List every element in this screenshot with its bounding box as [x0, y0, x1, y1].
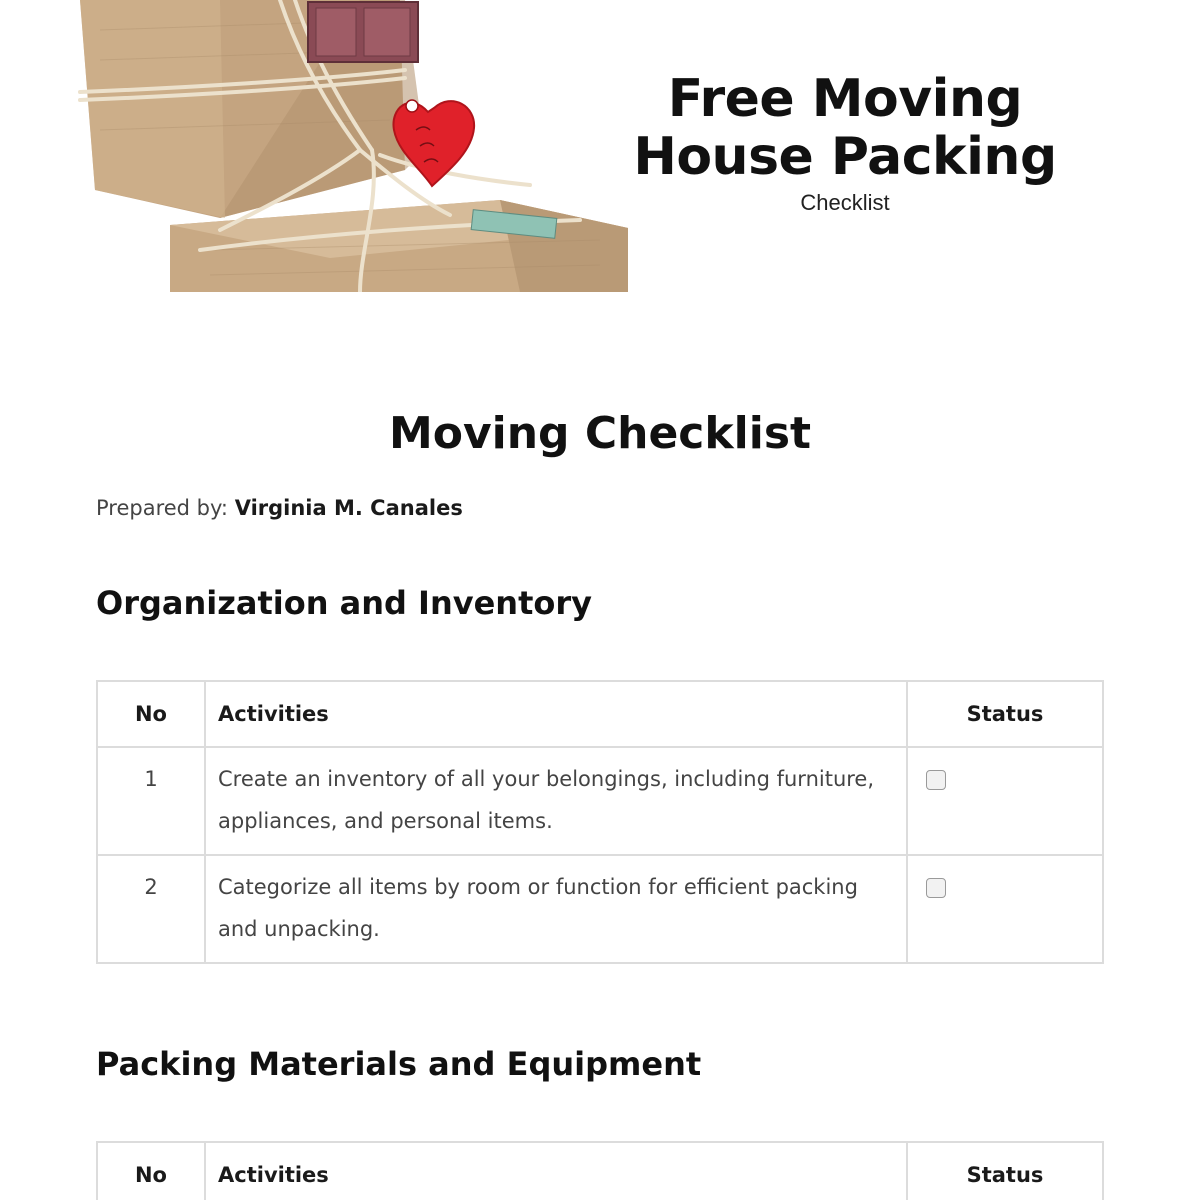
prepared-by-label: Prepared by:	[96, 496, 228, 520]
table-header-row	[97, 681, 1103, 747]
organization-checklist-table	[96, 680, 1104, 964]
gift-boxes-image	[60, 0, 640, 292]
column-header-activities: Activities	[205, 681, 907, 747]
row-number: 1	[97, 747, 205, 855]
banner-title	[600, 70, 1090, 186]
section-heading-organization: Organization and Inventory	[96, 584, 592, 622]
column-header-no: No	[97, 681, 205, 747]
column-header-status: Status	[907, 1142, 1103, 1200]
row-activity: Categorize all items by room or function for efficient packing and unpacking.	[205, 855, 907, 963]
banner-title-line2: House Packing	[633, 127, 1057, 187]
prepared-by-name: Virginia M. Canales	[234, 496, 463, 520]
prepared-by	[96, 496, 463, 520]
row-number: 2	[97, 855, 205, 963]
packing-materials-checklist-table	[96, 1141, 1104, 1200]
column-header-status: Status	[907, 681, 1103, 747]
banner-title-line1: Free Moving	[667, 69, 1023, 129]
status-checkbox[interactable]	[926, 878, 946, 898]
table-row	[97, 747, 1103, 855]
row-status	[907, 747, 1103, 855]
table-header-row	[97, 1142, 1103, 1200]
row-activity: Create an inventory of all your belongings, including furniture, appliances, and personal items.	[205, 747, 907, 855]
section-heading-packing-materials: Packing Materials and Equipment	[96, 1045, 702, 1083]
column-header-no: No	[97, 1142, 205, 1200]
header-banner	[0, 0, 1200, 292]
column-header-activities: Activities	[205, 1142, 907, 1200]
row-status	[907, 855, 1103, 963]
banner-subtitle: Checklist	[800, 190, 890, 215]
table-row	[97, 855, 1103, 963]
status-checkbox[interactable]	[926, 770, 946, 790]
document-title: Moving Checklist	[388, 408, 812, 459]
